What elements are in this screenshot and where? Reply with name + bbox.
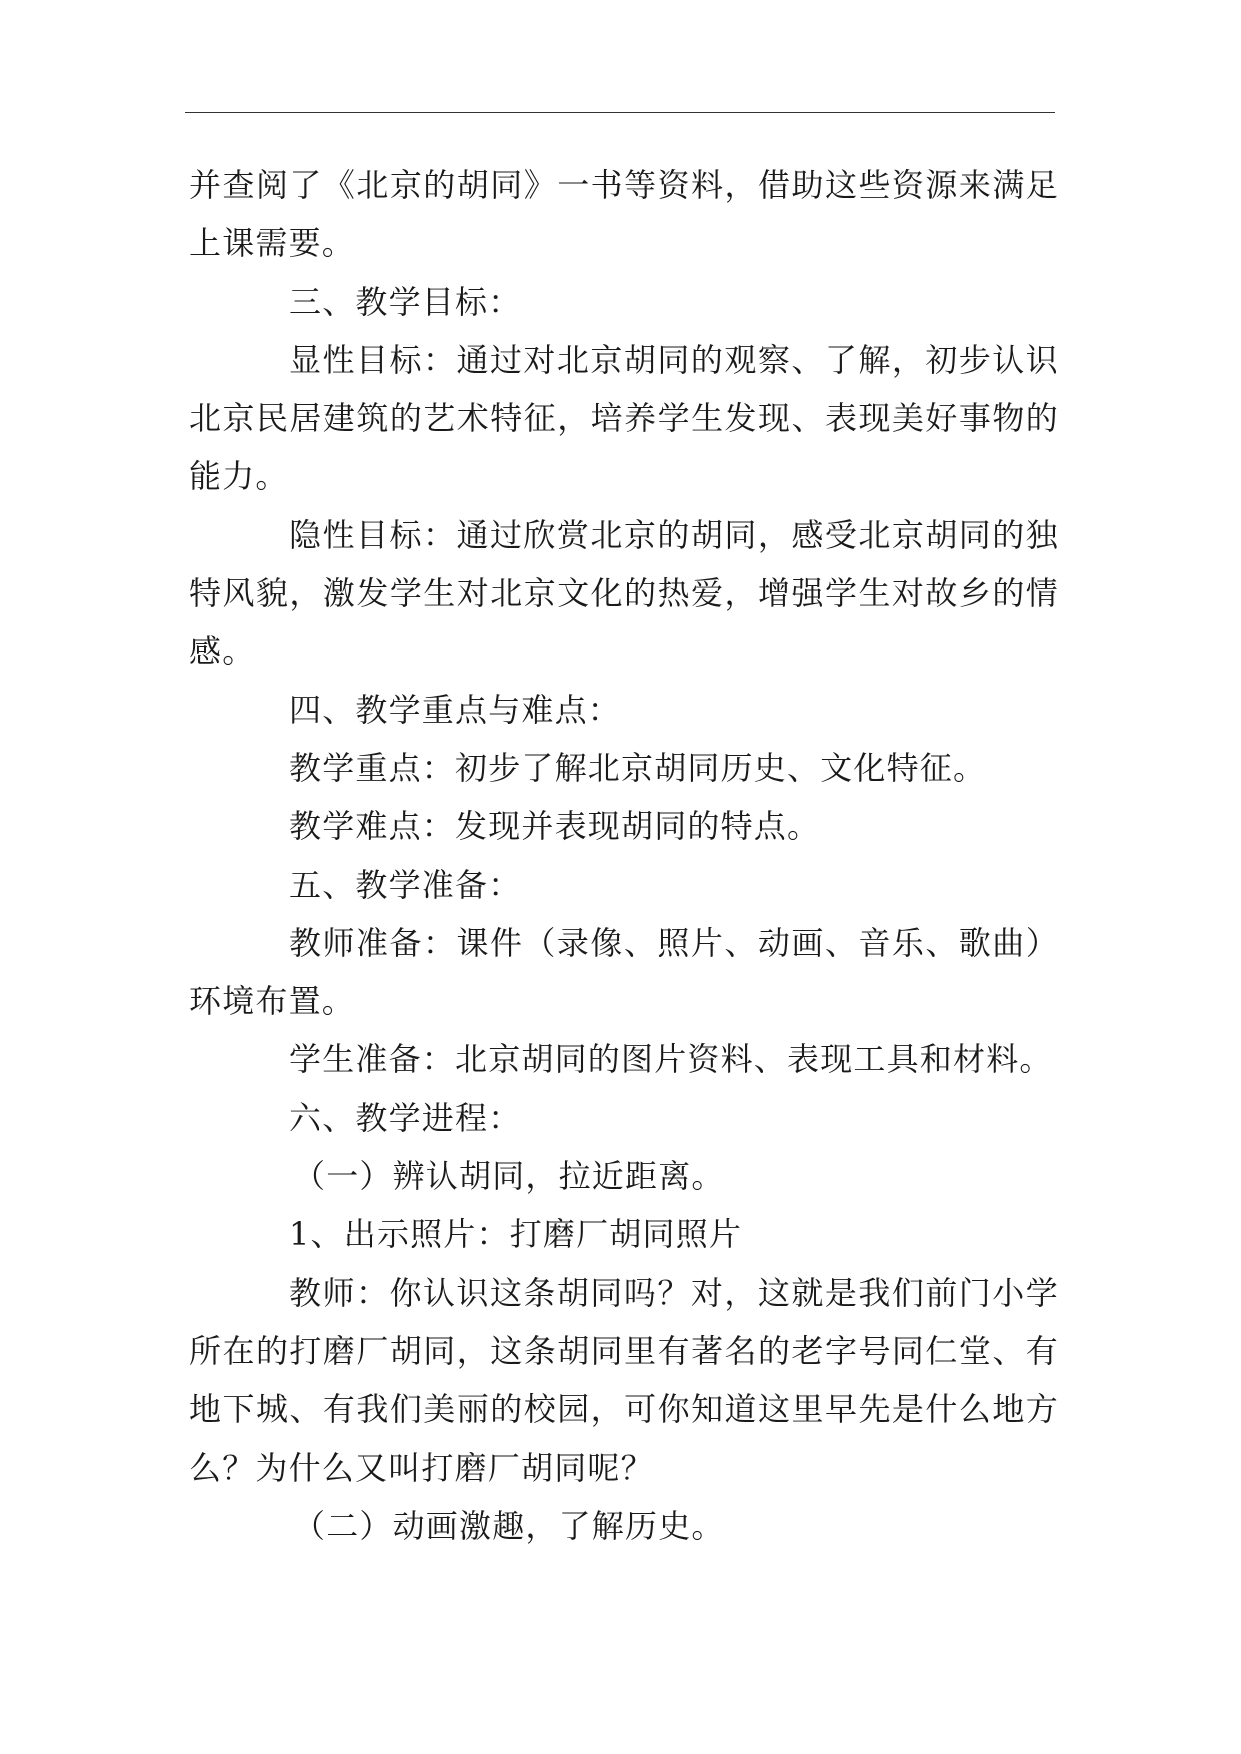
paragraph-key-point: 教学重点：初步了解北京胡同历史、文化特征。	[289, 748, 987, 787]
paragraph-explicit-goal: 显性目标：通过对北京胡同的观察、了解，初步认识北京民居建筑的艺术特征，培养学生发现、表现美好事物的能力。	[189, 340, 1059, 496]
subheading-step-one: （一）辨认胡同，拉近距离。	[293, 1157, 725, 1196]
heading-key-points: 四、教学重点与难点：	[289, 690, 622, 729]
heading-preparation: 五、教学准备：	[289, 865, 522, 904]
subheading-step-two: （二）动画激趣，了解历史。	[293, 1506, 725, 1545]
paragraph-teacher-dialogue: 教师：你认识这条胡同吗？对，这就是我们前门小学所在的打磨厂胡同，这条胡同里有著名的老字号同仁堂、有地下城、有我们美丽的校园，可你知道这里早先是什么地方么？为什么又叫打磨厂胡同呢？	[189, 1273, 1059, 1487]
paragraph-teacher-prep: 教师准备：课件（录像、照片、动画、音乐、歌曲）环境布置。	[189, 923, 1059, 1021]
paragraph-implicit-goal: 隐性目标：通过欣赏北京的胡同，感受北京胡同的独特风貌，激发学生对北京文化的热爱，增强学生对故乡的情感。	[189, 515, 1059, 671]
heading-teaching-goals: 三、教学目标：	[289, 282, 522, 321]
document-body	[189, 156, 1059, 1555]
paragraph-resources: 并查阅了《北京的胡同》一书等资料，借助这些资源来满足上课需要。	[189, 166, 1059, 263]
paragraph-student-prep: 学生准备：北京胡同的图片资料、表现工具和材料。	[289, 1040, 1053, 1079]
paragraph-show-photo: 1、出示照片：打磨厂胡同照片	[289, 1215, 743, 1254]
paragraph-difficulty: 教学难点：发现并表现胡同的特点。	[289, 807, 821, 846]
heading-process: 六、教学进程：	[289, 1098, 522, 1137]
header-rule	[185, 112, 1055, 113]
